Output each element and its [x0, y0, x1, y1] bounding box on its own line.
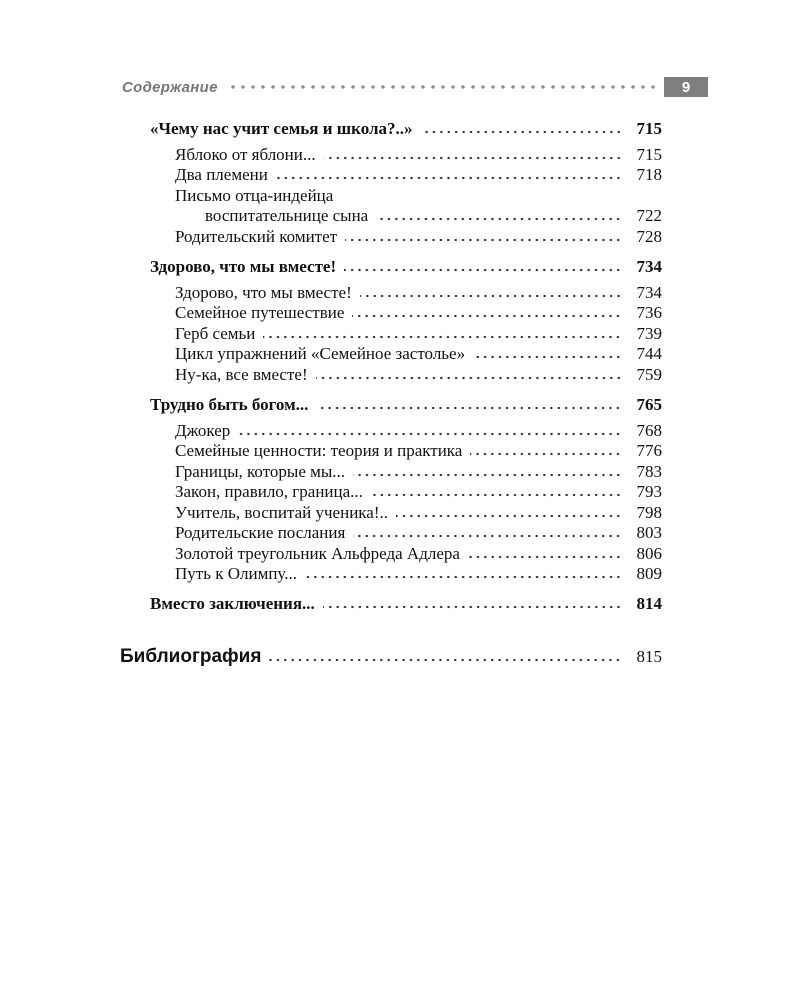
dot-leader: [263, 324, 622, 344]
toc-item-title: Закон, правило, граница...: [175, 482, 363, 501]
toc-page-number: 765: [636, 395, 662, 414]
toc-page-number: 776: [636, 441, 662, 460]
toc-bibliography-entry[interactable]: [120, 647, 662, 667]
toc-item-entry-continuation[interactable]: [205, 206, 662, 226]
toc-page-number: 798: [636, 503, 662, 522]
dot-leader: [421, 119, 622, 139]
toc-section-title: Трудно быть богом...: [150, 395, 309, 414]
toc-item-entry-first-line[interactable]: [175, 186, 662, 206]
dot-leader: [352, 303, 622, 323]
dot-leader: [238, 421, 622, 441]
toc-page-number: 815: [636, 647, 662, 666]
toc-page-number: 736: [636, 303, 662, 322]
toc-page-number: 728: [636, 227, 662, 246]
toc-item-entry[interactable]: [175, 145, 662, 165]
toc-item-title: Ну-ка, все вместе!: [175, 365, 308, 384]
toc-section-entry[interactable]: [150, 119, 662, 139]
toc-page-number: 715: [636, 145, 662, 164]
toc-section-entry[interactable]: [150, 594, 662, 614]
toc-item-title: Яблоко от яблони...: [175, 145, 316, 164]
toc-item-title: Герб семьи: [175, 324, 256, 343]
toc-item-entry[interactable]: [175, 564, 662, 584]
toc-page-number: 783: [636, 462, 662, 481]
toc-section-title: Здорово, что мы вместе!: [150, 257, 337, 276]
dot-leader: [473, 344, 622, 364]
toc-item-title: воспитательнице сына: [205, 206, 369, 225]
toc-item-title: Два племени: [175, 165, 268, 184]
toc-item-entry[interactable]: [175, 324, 662, 344]
dot-leader: [396, 503, 622, 523]
toc-page-number: 734: [636, 283, 662, 302]
page-number-badge: 9: [664, 77, 708, 97]
toc-item-entry[interactable]: [175, 365, 662, 385]
toc-item-title: Учитель, воспитай ученика!..: [175, 503, 388, 522]
toc-section-entry[interactable]: [150, 395, 662, 415]
toc-item-entry[interactable]: [175, 503, 662, 523]
toc-section-title: Вместо заключения...: [150, 594, 315, 613]
dot-leader: [305, 564, 622, 584]
dot-leader: [344, 257, 622, 277]
dot-leader: [371, 482, 622, 502]
dot-leader: [323, 594, 622, 614]
dot-leader: [353, 462, 622, 482]
toc-page-number: 759: [636, 365, 662, 384]
toc-item-entry[interactable]: [175, 523, 662, 543]
toc-item-title: Цикл упражнений «Семейное застолье»: [175, 344, 466, 363]
toc-page-number: 739: [636, 324, 662, 343]
dot-leader: [345, 227, 622, 247]
toc-page-number: 722: [636, 206, 662, 225]
toc-item-entry[interactable]: [175, 482, 662, 502]
toc-page-number: 734: [636, 257, 662, 276]
toc-item-title: Золотой треугольник Альфреда Адлера: [175, 544, 460, 563]
dot-leader: [468, 544, 622, 564]
toc-page-number: 768: [636, 421, 662, 440]
toc-item-title: Путь к Олимпу...: [175, 564, 297, 583]
running-header: [122, 76, 708, 98]
toc-section-entry[interactable]: [150, 257, 662, 277]
toc-item-title: Границы, которые мы...: [175, 462, 346, 481]
toc-item-title: Родительский комитет: [175, 227, 338, 246]
toc-page-number: 718: [636, 165, 662, 184]
running-header-dot-leader: [228, 76, 656, 98]
toc-item-entry[interactable]: [175, 441, 662, 461]
toc-item-title: Семейные ценности: теория и практика: [175, 441, 463, 460]
toc-item-entry[interactable]: [175, 544, 662, 564]
toc-item-title: Семейное путешествие: [175, 303, 345, 322]
dot-leader: [324, 145, 622, 165]
toc-item-title: Письмо отца-индейца: [175, 186, 334, 205]
dot-leader: [470, 441, 622, 461]
toc-page-number: 715: [636, 119, 662, 138]
dot-leader: [376, 206, 622, 226]
toc-item-entry[interactable]: [175, 283, 662, 303]
toc-section-title: «Чему нас учит семья и школа?..»: [150, 119, 413, 138]
toc-item-entry[interactable]: [175, 303, 662, 323]
toc-item-title: Джокер: [175, 421, 231, 440]
running-title: Содержание: [122, 78, 218, 96]
toc-page-number: 803: [636, 523, 662, 542]
dot-leader: [360, 283, 622, 303]
toc-item-entry[interactable]: [175, 462, 662, 482]
dot-leader: [269, 647, 622, 667]
dot-leader: [353, 523, 622, 543]
toc-page-number: 744: [636, 344, 662, 363]
toc-item-entry[interactable]: [175, 165, 662, 185]
toc-page-number: 806: [636, 544, 662, 563]
dot-leader: [276, 165, 622, 185]
toc-page-number: 814: [636, 594, 662, 613]
toc-page-number: 793: [636, 482, 662, 501]
toc-page-number: 809: [636, 564, 662, 583]
toc-bibliography-title: Библиография: [120, 646, 262, 667]
toc-item-entry[interactable]: [175, 227, 662, 247]
toc-item-title: Здорово, что мы вместе!: [175, 283, 352, 302]
toc-item-entry[interactable]: [175, 344, 662, 364]
toc-item-entry[interactable]: [175, 421, 662, 441]
toc-item-title: Родительские послания: [175, 523, 346, 542]
dot-leader: [316, 395, 622, 415]
dot-leader: [316, 365, 622, 385]
